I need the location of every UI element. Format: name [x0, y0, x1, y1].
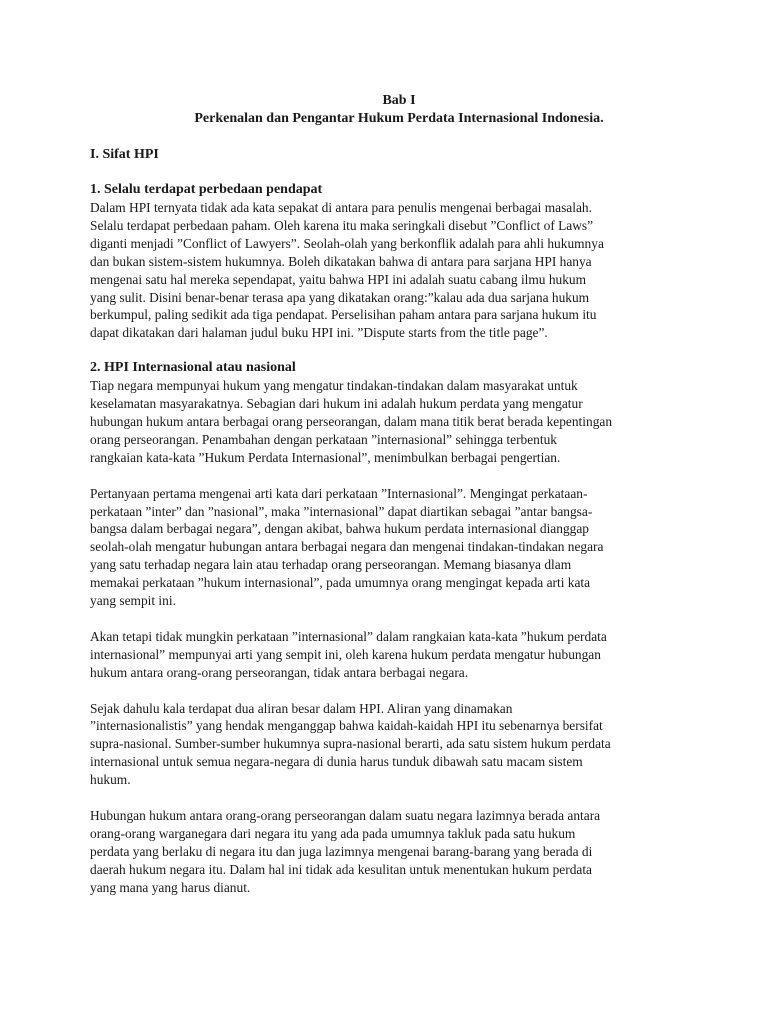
text-line: daerah hukum negara itu. Dalam hal ini tidak ada kesulitan untuk menentukan hukum perdata [90, 861, 592, 877]
text-line: hukum antara orang-orang perseorangan, tidak antara berbagai negara. [90, 664, 469, 680]
text-line: mengenai satu hal mereka sependapat, yaitu bahwa HPI ini adalah suatu cabang ilmu hukum [90, 271, 587, 287]
text-line: Dalam HPI ternyata tidak ada kata sepakat di antara para penulis mengenai berbagai masalah. [90, 200, 592, 215]
text-line: keselamatan masyarakatnya. Sebagian dari hukum ini adalah hukum perdata yang mengatur [90, 396, 583, 412]
paragraph [90, 199, 708, 342]
text-line: internasional” mempunyai arti yang sempit ini, oleh karena hukum perdata mengatur hubungan [90, 646, 601, 662]
text-line: memakai perkataan ”hukum internasional”, pada umumnya orang mengingat kepada arti kata [90, 575, 591, 591]
text-line: hukum. [90, 772, 131, 788]
paragraph [90, 700, 708, 790]
text-line: diganti menjadi ”Conflict of Lawyers”. Seolah-olah yang berkonflik adalah para ahli hukumnya [90, 235, 604, 251]
text-line: Selalu terdapat perbedaan paham. Oleh karena itu maka seringkali disebut ”Conflict of Laws” [90, 217, 594, 233]
subsection-2-title: 2. HPI Internasional atau nasional [90, 360, 296, 376]
text-line: orang-orang warganegara dari negara itu yang ada pada umumnya takluk pada satu hukum [90, 825, 576, 841]
text-line: orang perseorangan. Penambahan dengan perkataan ”internasional” sehingga terbentuk [90, 431, 557, 447]
text-line: Tiap negara mempunyai hukum yang mengatur tindakan-tindakan dalam masyarakat untuk [90, 378, 578, 394]
text-line: dan bukan sistem-sistem hukumnya. Boleh dikatakan bahwa di antara para sarjana HPI hanya [90, 253, 592, 269]
text-line: yang satu terhadap negara lain atau terhadap orang perseorangan. Memang biasanya dlam [90, 557, 572, 573]
text-line: Akan tetapi tidak mungkin perkataan ”internasional” dalam rangkaian kata-kata ”hukum perdata [90, 628, 607, 644]
paragraph [90, 628, 708, 682]
text-line: bangsa dalam berbagai negara”, dengan akibat, bahwa hukum perdata internasional dianggap [90, 521, 589, 537]
text-line: Pertanyaan pertama mengenai arti kata dari perkataan ”Internasional”. Mengingat perkataan- [90, 485, 588, 501]
text-line: internasional untuk semua negara-negara di dunia harus tunduk dibawah satu macam sistem [90, 754, 583, 770]
paragraph [90, 377, 708, 467]
text-line: perkataan ”inter” dan ”nasional”, maka ”internasional” dapat diartikan sebagai ”antar bangsa- [90, 503, 593, 519]
text-line: supra-nasional. Sumber-sumber hukumnya supra-nasional berarti, ada satu sistem hukum perdata [90, 736, 611, 752]
text-line: seolah-olah mengatur hubungan antara berbagai negara dan mengenai tindakan-tindakan negara [90, 539, 604, 555]
text-line: dapat dikatakan dari halaman judul buku HPI ini. ”Dispute starts from the title page”. [90, 325, 548, 341]
text-line: yang sulit. Disini benar-benar terasa apa yang dikatakan orang:”kalau ada dua sarjana hukum [90, 289, 590, 305]
text-line: Sejak dahulu kala terdapat dua aliran besar dalam HPI. Aliran yang dinamakan [90, 700, 513, 716]
chapter-number: Bab I [382, 93, 416, 108]
paragraph [90, 485, 708, 610]
text-line: yang mana yang harus dianut. [90, 879, 251, 895]
text-line: hubungan hukum antara berbagai orang perseorangan, dalam mana titik berat berada kepentingan [90, 414, 613, 430]
chapter-title: Perkenalan dan Pengantar Hukum Perdata Internasional Indonesia. [194, 111, 604, 126]
text-line: Hubungan hukum antara orang-orang perseorangan dalam suatu negara lazimnya berada antara [90, 807, 601, 823]
text-line: berkumpul, paling sedikit ada tiga pendapat. Perselisihan paham antara para sarjana hukum itu [90, 307, 597, 323]
subsection-1-title: 1. Selalu terdapat perbedaan pendapat [90, 182, 323, 197]
section-title: I. Sifat HPI [90, 147, 159, 162]
paragraph [90, 807, 708, 897]
text-line: yang sempit ini. [90, 593, 176, 609]
text-line: ”internasionalistis” yang hendak menganggap bahwa kaidah-kaidah HPI itu sebenarnya bersifat [90, 718, 603, 734]
text-line: perdata yang berlaku di negara itu dan juga lazimnya mengenai barang-barang yang berada di [90, 843, 593, 859]
text-line: rangkaian kata-kata ”Hukum Perdata Internasional”, menimbulkan berbagai pengertian. [90, 449, 561, 465]
